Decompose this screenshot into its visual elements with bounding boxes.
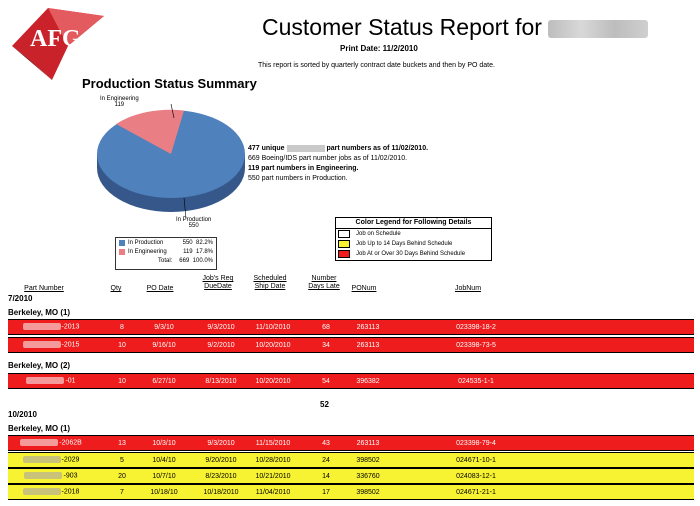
- print-date: Print Date: 11/2/2010: [340, 44, 418, 53]
- color-legend: Color Legend for Following Details Job on Schedule Job Up to 14 Days Behind Schedule Job At or Over 30 Days Behind Schedule: [335, 217, 492, 261]
- pie-legend: [115, 237, 217, 270]
- redacted-customer-name: [548, 20, 648, 38]
- table-row: -01 10 6/27/10 8/13/2010 10/20/2010 54 396382 024535-1-1: [8, 373, 694, 389]
- summary-title: Production Status Summary: [82, 76, 257, 91]
- afg-logo: [8, 6, 106, 82]
- table-row: -2013 8 9/3/10 9/3/2010 11/10/2010 68 263113 023398-18-2: [8, 319, 694, 335]
- col-part-number: Part Number: [24, 285, 64, 292]
- col-days-late: Number Days Late: [308, 275, 340, 290]
- table-row: -2029 5 10/4/10 9/20/2010 10/28/2010 24 398502 024671-10-1: [8, 452, 694, 468]
- report-title: Customer Status Report for: [262, 14, 648, 41]
- svg-text:AFG: AFG: [30, 26, 81, 52]
- col-jobnum: JobNum: [454, 285, 482, 292]
- col-sched-ship: Scheduled Ship Date: [253, 275, 287, 290]
- table-row: -2015 10 9/16/10 9/2/2010 10/20/2010 34 263113 023398-73-5: [8, 337, 694, 353]
- legend-row-production: In Production 550 82.2%: [116, 238, 216, 247]
- col-req-due: Job's Req DueDate: [202, 275, 234, 290]
- col-qty: Qty: [110, 285, 122, 292]
- sort-note: This report is sorted by quarterly contract date buckets and then by PO date.: [258, 62, 495, 69]
- table-row: -2062B 13 10/3/10 9/3/2010 11/15/2010 43 263113 023398-79-4: [8, 435, 694, 451]
- month-heading-jul: 7/2010: [8, 294, 33, 303]
- legend-row-total: Total: 669 100.0%: [158, 257, 213, 264]
- col-ponum: PONum: [351, 285, 377, 292]
- group-total: 52: [320, 400, 329, 409]
- table-row: -2018 7 10/18/10 10/18/2010 11/04/2010 17 398502 024671-21-1: [8, 484, 694, 500]
- summary-info: 477 unique part numbers as of 11/02/2010. 669 Boeing/IDS part number jobs as of 11/02/2010. 119 part numbers in Engineering. 550 part numbers in Production.: [248, 145, 429, 182]
- group-heading-berkeley-1b: Berkeley, MO (1): [8, 424, 71, 433]
- legend-row-engineering: In Engineering 119 17.8%: [116, 247, 216, 256]
- group-heading-berkeley-2: Berkeley, MO (2): [8, 361, 71, 370]
- production-pie-chart: [96, 98, 246, 223]
- pie-label-engineering: In Engineering 119: [100, 96, 139, 108]
- table-row: -903 20 10/7/10 8/23/2010 10/21/2010 14 336760 024083-12-1: [8, 468, 694, 484]
- pie-label-production: In Production 550: [176, 217, 212, 229]
- month-heading-oct: 10/2010: [8, 410, 37, 419]
- col-po-date: PO Date: [146, 285, 174, 292]
- group-heading-berkeley-1: Berkeley, MO (1): [8, 308, 71, 317]
